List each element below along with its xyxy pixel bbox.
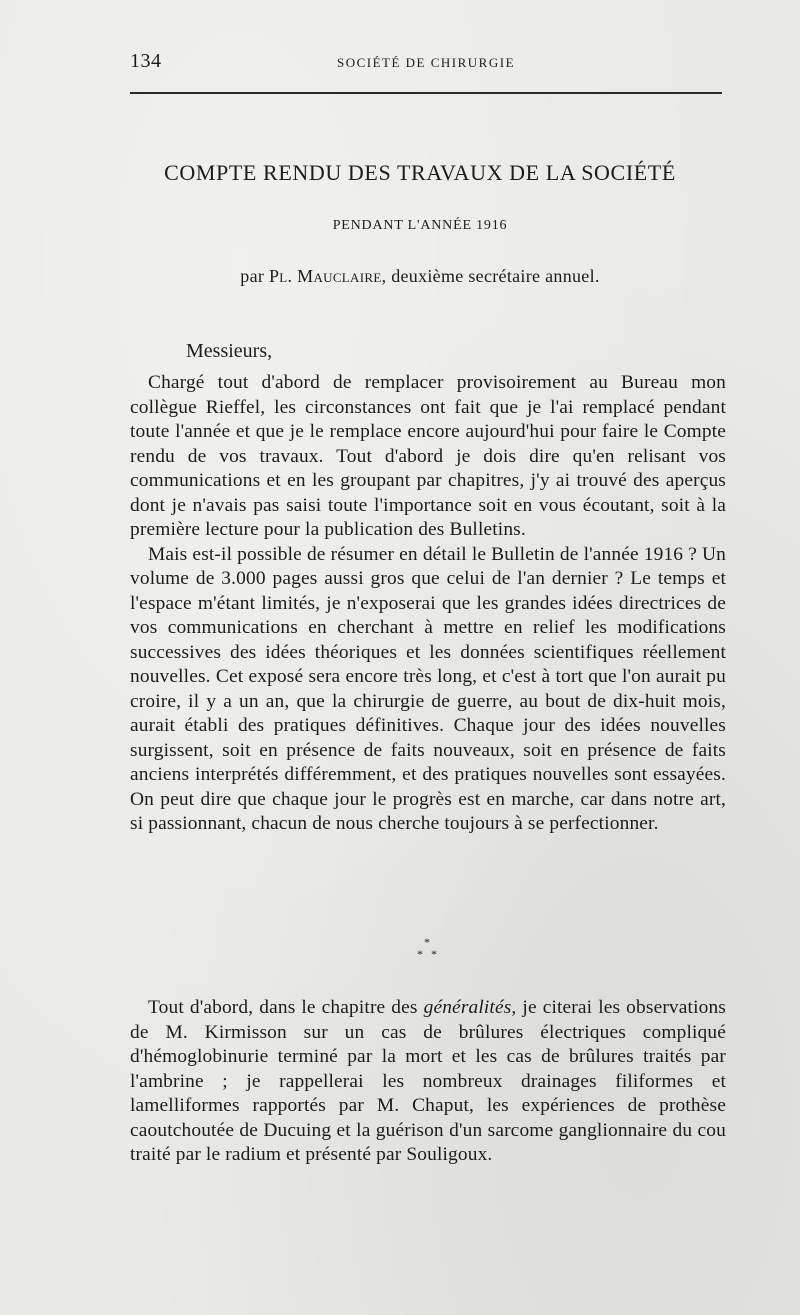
article-title: COMPTE RENDU DES TRAVAUX DE LA SOCIÉTÉ xyxy=(164,160,676,185)
asterisk-icon: * xyxy=(431,947,437,961)
introduction-text xyxy=(130,371,726,837)
byline xyxy=(100,266,740,287)
generalities-section-text xyxy=(130,996,726,1168)
paragraph: Mais est-il possible de résumer en détail le Bulletin de l'année 1916 ? Un volume de 3.000 pages aussi gros que celui de l'an dernier ? Le temps et l'espace m'étant limités, je n'exposerai que les grandes idées directrices de vos communications en cherchant à mettre en relief les modifications successives des idées théoriques et les données scientifiques réellement nouvelles. Cet exposé sera encore très long, et c'est à tort que l'on aurait pu croire, il y a un an, que la chirurgie de guerre, au bout de dix-huit mois, aurait établi des pratiques définitives. Chaque jour des idées nouvelles surgissent, soit en présence de faits nouveaux, soit en présence de faits anciens interprétés différemment, et des pratiques nouvelles sont essayées. On peut dire que chaque jour le progrès est en marche, car dans notre art, si passionnant, chacun de nous cherche toujours à se perfectionner. xyxy=(130,543,726,834)
running-title: SOCIÉTÉ DE CHIRURGIE xyxy=(336,55,516,70)
byline-author: Pl. Mauclaire, xyxy=(269,266,387,286)
asterism-divider xyxy=(400,936,460,966)
salutation: Messieurs, xyxy=(186,340,273,362)
byline-suffix: deuxième secrétaire annuel. xyxy=(391,266,600,286)
asterisk-icon: * xyxy=(424,935,430,949)
running-header xyxy=(130,50,722,74)
byline-prefix: par xyxy=(240,266,265,286)
paragraph xyxy=(130,996,726,1168)
paragraph: Chargé tout d'abord de remplacer provisoirement au Bureau mon collègue Rieffel, les circonstances ont fait que je l'ai remplacé pendant toute l'année et que je le remplace encore aujourd'hui pour faire le Compte rendu de vos travaux. Tout d'abord je dois dire qu'en relisant vos communications et en les groupant par chapitres, j'y ai trouvé des aperçus dont je n'avais pas saisi toute l'importance soit en vous écoutant, soit à la première lecture pour la publication des Bulletins. xyxy=(130,372,726,540)
paragraph-rest: je citerai les observations de M. Kirmisson sur un cas de brûlures électriques compliqué d'hémoglobinurie terminé par la mort et les cas de brûlures traités par l'ambrine ; je rappellerai les nombreux drainages filiformes et lamelliformes rapportés par M. Chaput, les expériences de prothèse caoutchoutée de Ducuing et la guérison d'un sarcome ganglionnaire du cou traité par le radium et présenté par Souligoux. xyxy=(130,997,726,1165)
paragraph-lead: Tout d'abord, dans le chapitre des xyxy=(148,997,418,1018)
asterisk-icon: * xyxy=(417,947,423,961)
page-number: 134 xyxy=(130,50,162,72)
header-rule xyxy=(130,92,722,94)
article-subtitle: PENDANT L'ANNÉE 1916 xyxy=(332,218,508,233)
emphasis-generalites: généralités, xyxy=(423,997,517,1018)
